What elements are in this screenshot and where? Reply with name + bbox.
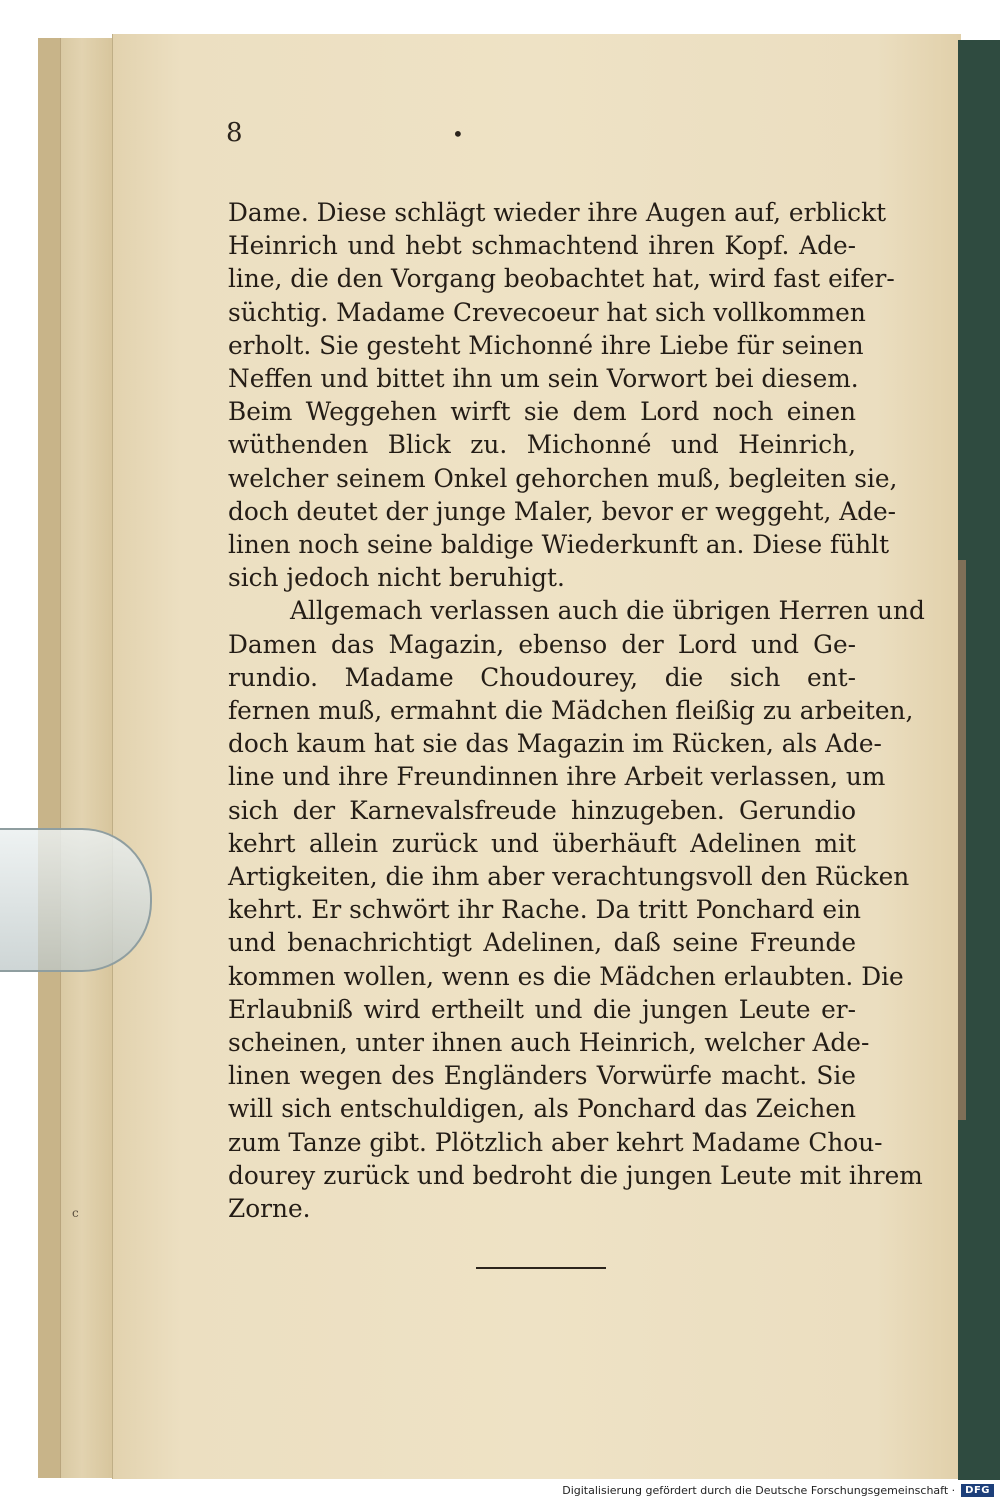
text-line: kehrt. Er schwört ihr Rache. Da tritt Ponchard ein [228, 895, 861, 925]
header-dot: • [452, 122, 464, 146]
digitization-footer [562, 1484, 994, 1497]
text-line: Heinrich und hebt schmachtend ihren Kopf. Ade- [228, 231, 856, 261]
text-line: Neffen und bittet ihn um sein Vorwort bei diesem. [228, 364, 859, 394]
text-line: doch kaum hat sie das Magazin im Rücken, als Ade- [228, 729, 882, 759]
text-line: dourey zurück und bedroht die jungen Leute mit ihrem [228, 1160, 923, 1190]
text-line: Artigkeiten, die ihm aber verachtungsvoll den Rücken [228, 862, 910, 892]
text-line: welcher seinem Onkel gehorchen muß, begleiten sie, [228, 463, 898, 493]
footer-text: Digitalisierung gefördert durch die Deutsche Forschungsgemeinschaft · [562, 1484, 956, 1497]
text-line: line, die den Vorgang beobachtet hat, wird fast eifer- [228, 264, 895, 294]
text-line: Beim Weggehen wirft sie dem Lord noch einen [228, 397, 856, 427]
text-line: Allgemach verlassen auch die übrigen Herren und [290, 596, 925, 626]
text-line: Damen das Magazin, ebenso der Lord und Ge- [228, 629, 856, 659]
text-line: fernen muß, ermahnt die Mädchen fleißig zu arbeiten, [228, 696, 914, 726]
text-line: erholt. Sie gesteht Michonné ihre Liebe für seinen [228, 330, 864, 360]
page-clip [0, 828, 152, 972]
text-line: sich jedoch nicht beruhigt. [228, 563, 565, 593]
page-number: 8 [226, 118, 243, 148]
page-stack [60, 38, 113, 1478]
text-line: süchtig. Madame Crevecoeur hat sich vollkommen [228, 297, 866, 327]
text-line: rundio. Madame Choudourey, die sich ent- [228, 662, 856, 692]
body-text [228, 196, 925, 1225]
text-line: line und ihre Freundinnen ihre Arbeit verlassen, um [228, 762, 886, 792]
text-line: wüthenden Blick zu. Michonné und Heinrich, [228, 430, 856, 460]
text-line: will sich entschuldigen, als Ponchard das Zeichen [228, 1094, 856, 1124]
margin-mark: c [72, 1206, 79, 1220]
closing-rule [476, 1267, 606, 1269]
text-line: zum Tanze gibt. Plötzlich aber kehrt Madame Chou- [228, 1127, 883, 1157]
text-line: und benachrichtigt Adelinen, daß seine Freunde [228, 928, 856, 958]
text-line: linen noch seine baldige Wiederkunft an. Diese fühlt [228, 530, 890, 560]
text-line: scheinen, unter ihnen auch Heinrich, welcher Ade- [228, 1028, 870, 1058]
text-line: doch deutet der junge Maler, bevor er weggeht, Ade- [228, 496, 897, 526]
book-cover-edge [38, 38, 61, 1478]
text-line: Dame. Diese schlägt wieder ihre Augen auf, erblickt [228, 198, 887, 227]
text-line: linen wegen des Engländers Vorwürfe macht. Sie [228, 1061, 856, 1091]
dfg-logo: DFG [961, 1484, 994, 1497]
text-line: Erlaubniß wird ertheilt und die jungen Leute er- [228, 994, 856, 1024]
text-line: sich der Karnevalsfreude hinzugeben. Gerundio [228, 795, 856, 825]
right-page-edge [958, 560, 966, 1120]
text-line: kehrt allein zurück und überhäuft Adelinen mit [228, 828, 856, 858]
text-line: Zorne. [228, 1194, 311, 1224]
text-line: kommen wollen, wenn es die Mädchen erlaubten. Die [228, 961, 904, 991]
